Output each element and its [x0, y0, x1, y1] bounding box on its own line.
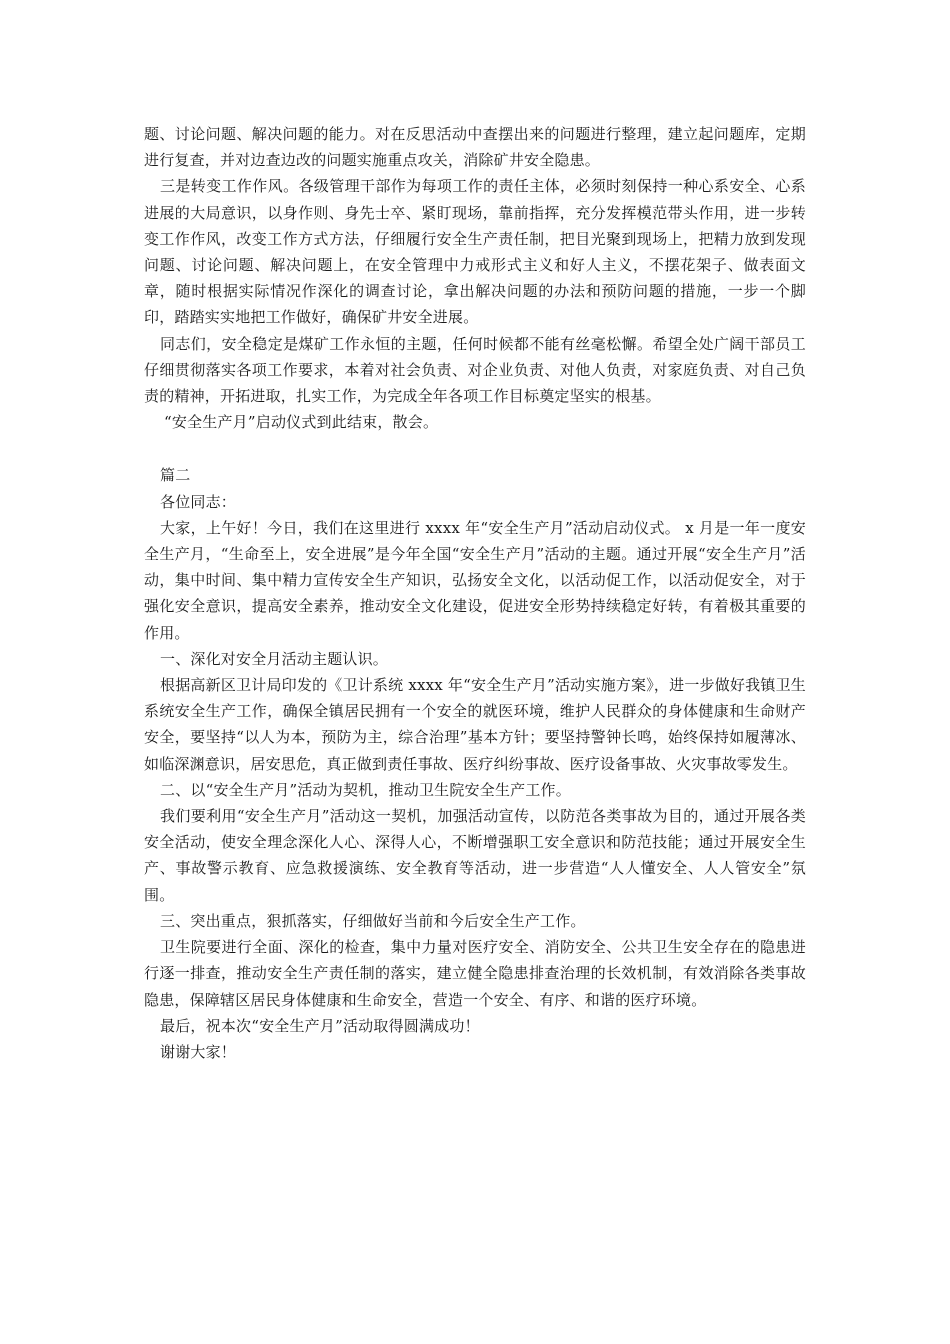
salutation: 各位同志：: [160, 492, 237, 511]
section-heading: 篇二: [160, 466, 191, 485]
heading-point-two: 二、以“安全生产月”活动为契机，推动卫生院安全生产工作。: [160, 780, 571, 799]
paragraph-ceremony-end: “安全生产月”启动仪式到此结束，散会。: [164, 413, 439, 432]
paragraph-point-one: 根据高新区卫计局印发的《卫计系统 xxxx 年“安全生产月”活动实施方案》，进一步做好我镇卫生系统安全生产工作，确保全镇居民拥有一个安全的就医环境，维护人民群众的身体健康和生命财产安全，要坚持“以人为本，预防为主，综合治理”基本方针；要坚持警钟长鸣，始终保持如履薄冰、如临深渊意识，居安思危，真正做到责任事故、医疗纠纷事故、医疗设备事故、火灾事故零发生。: [144, 676, 806, 773]
paragraph-opening: 大家，上午好！今日，我们在这里进行 xxxx 年“安全生产月”活动启动仪式。 x 月是一年一度安全生产月，“生命至上，安全进展”是今年全国“安全生产月”活动的主题。通过开展“安全生产月”活动，集中时间、集中精力宣传安全生产知识，弘扬安全文化，以活动促工作，以活动促安全，对于强化安全意识，提高安全素养，推动安全文化建设，促进安全形势持续稳定好转，有着极其重要的作用。: [144, 518, 806, 642]
paragraph-problem-solving: 题、讨论问题、解决问题的能力。对在反思活动中查摆出来的问题进行整理，建立起问题库，定期进行复查，并对边查边改的问题实施重点攻关，消除矿井安全隐患。: [144, 125, 806, 170]
paragraph-wishes: 最后，祝本次“安全生产月”活动取得圆满成功！: [160, 1016, 480, 1035]
paragraph-point-two: 我们要利用“安全生产月”活动这一契机，加强活动宣传，以防范各类事故为目的，通过开展各类安全活动，使安全理念深化人心、深得人心，不断增强职工安全意识和防范技能；通过开展安全生产、事故警示教育、应急救援演练、安全教育等活动，进一步营造“人人懂安全、人人管安全”氛围。: [144, 807, 806, 904]
paragraph-work-style: 三是转变工作作风。各级管理干部作为每项工作的责任主体，必须时刻保持一种心系安全、心系进展的大局意识，以身作则、身先士卒、紧盯现场，靠前指挥，充分发挥模范带头作用，进一步转变工作作风，改变工作方式方法，仔细履行安全生产责任制，把目光聚到现场上，把精力放到发现问题、讨论问题、解决问题上，在安全管理中力戒形式主义和好人主义，不摆花架子、做表面文章，随时根据实际情况作深化的调查讨论，拿出解决问题的办法和预防问题的措施，一步一个脚印，踏踏实实地把工作做好，确保矿井安全进展。: [144, 177, 806, 327]
section-gap: [144, 435, 806, 462]
heading-point-three: 三、突出重点，狠抓落实，仔细做好当前和今后安全生产工作。: [160, 911, 586, 930]
paragraph-closing-remarks: 同志们，安全稳定是煤矿工作永恒的主题，任何时候都不能有丝毫松懈。希望全处广阔干部员工仔细贯彻落实各项工作要求，本着对社会负责、对企业负责、对他人负责，对家庭负责、对自己负责的精神，开拓进取，扎实工作，为完成全年各项工作目标奠定坚实的根基。: [144, 334, 806, 406]
paragraph-thanks: 谢谢大家！: [160, 1042, 237, 1061]
heading-point-one: 一、深化对安全月活动主题认识。: [160, 649, 389, 668]
document-body: [144, 121, 806, 1065]
paragraph-point-three: 卫生院要进行全面、深化的检查，集中力量对医疗安全、消防安全、公共卫生安全存在的隐患进行逐一排查，推动安全生产责任制的落实，建立健全隐患排查治理的长效机制，有效消除各类事故隐患，保障辖区居民身体健康和生命安全，营造一个安全、有序、和谐的医疗环境。: [144, 938, 806, 1009]
